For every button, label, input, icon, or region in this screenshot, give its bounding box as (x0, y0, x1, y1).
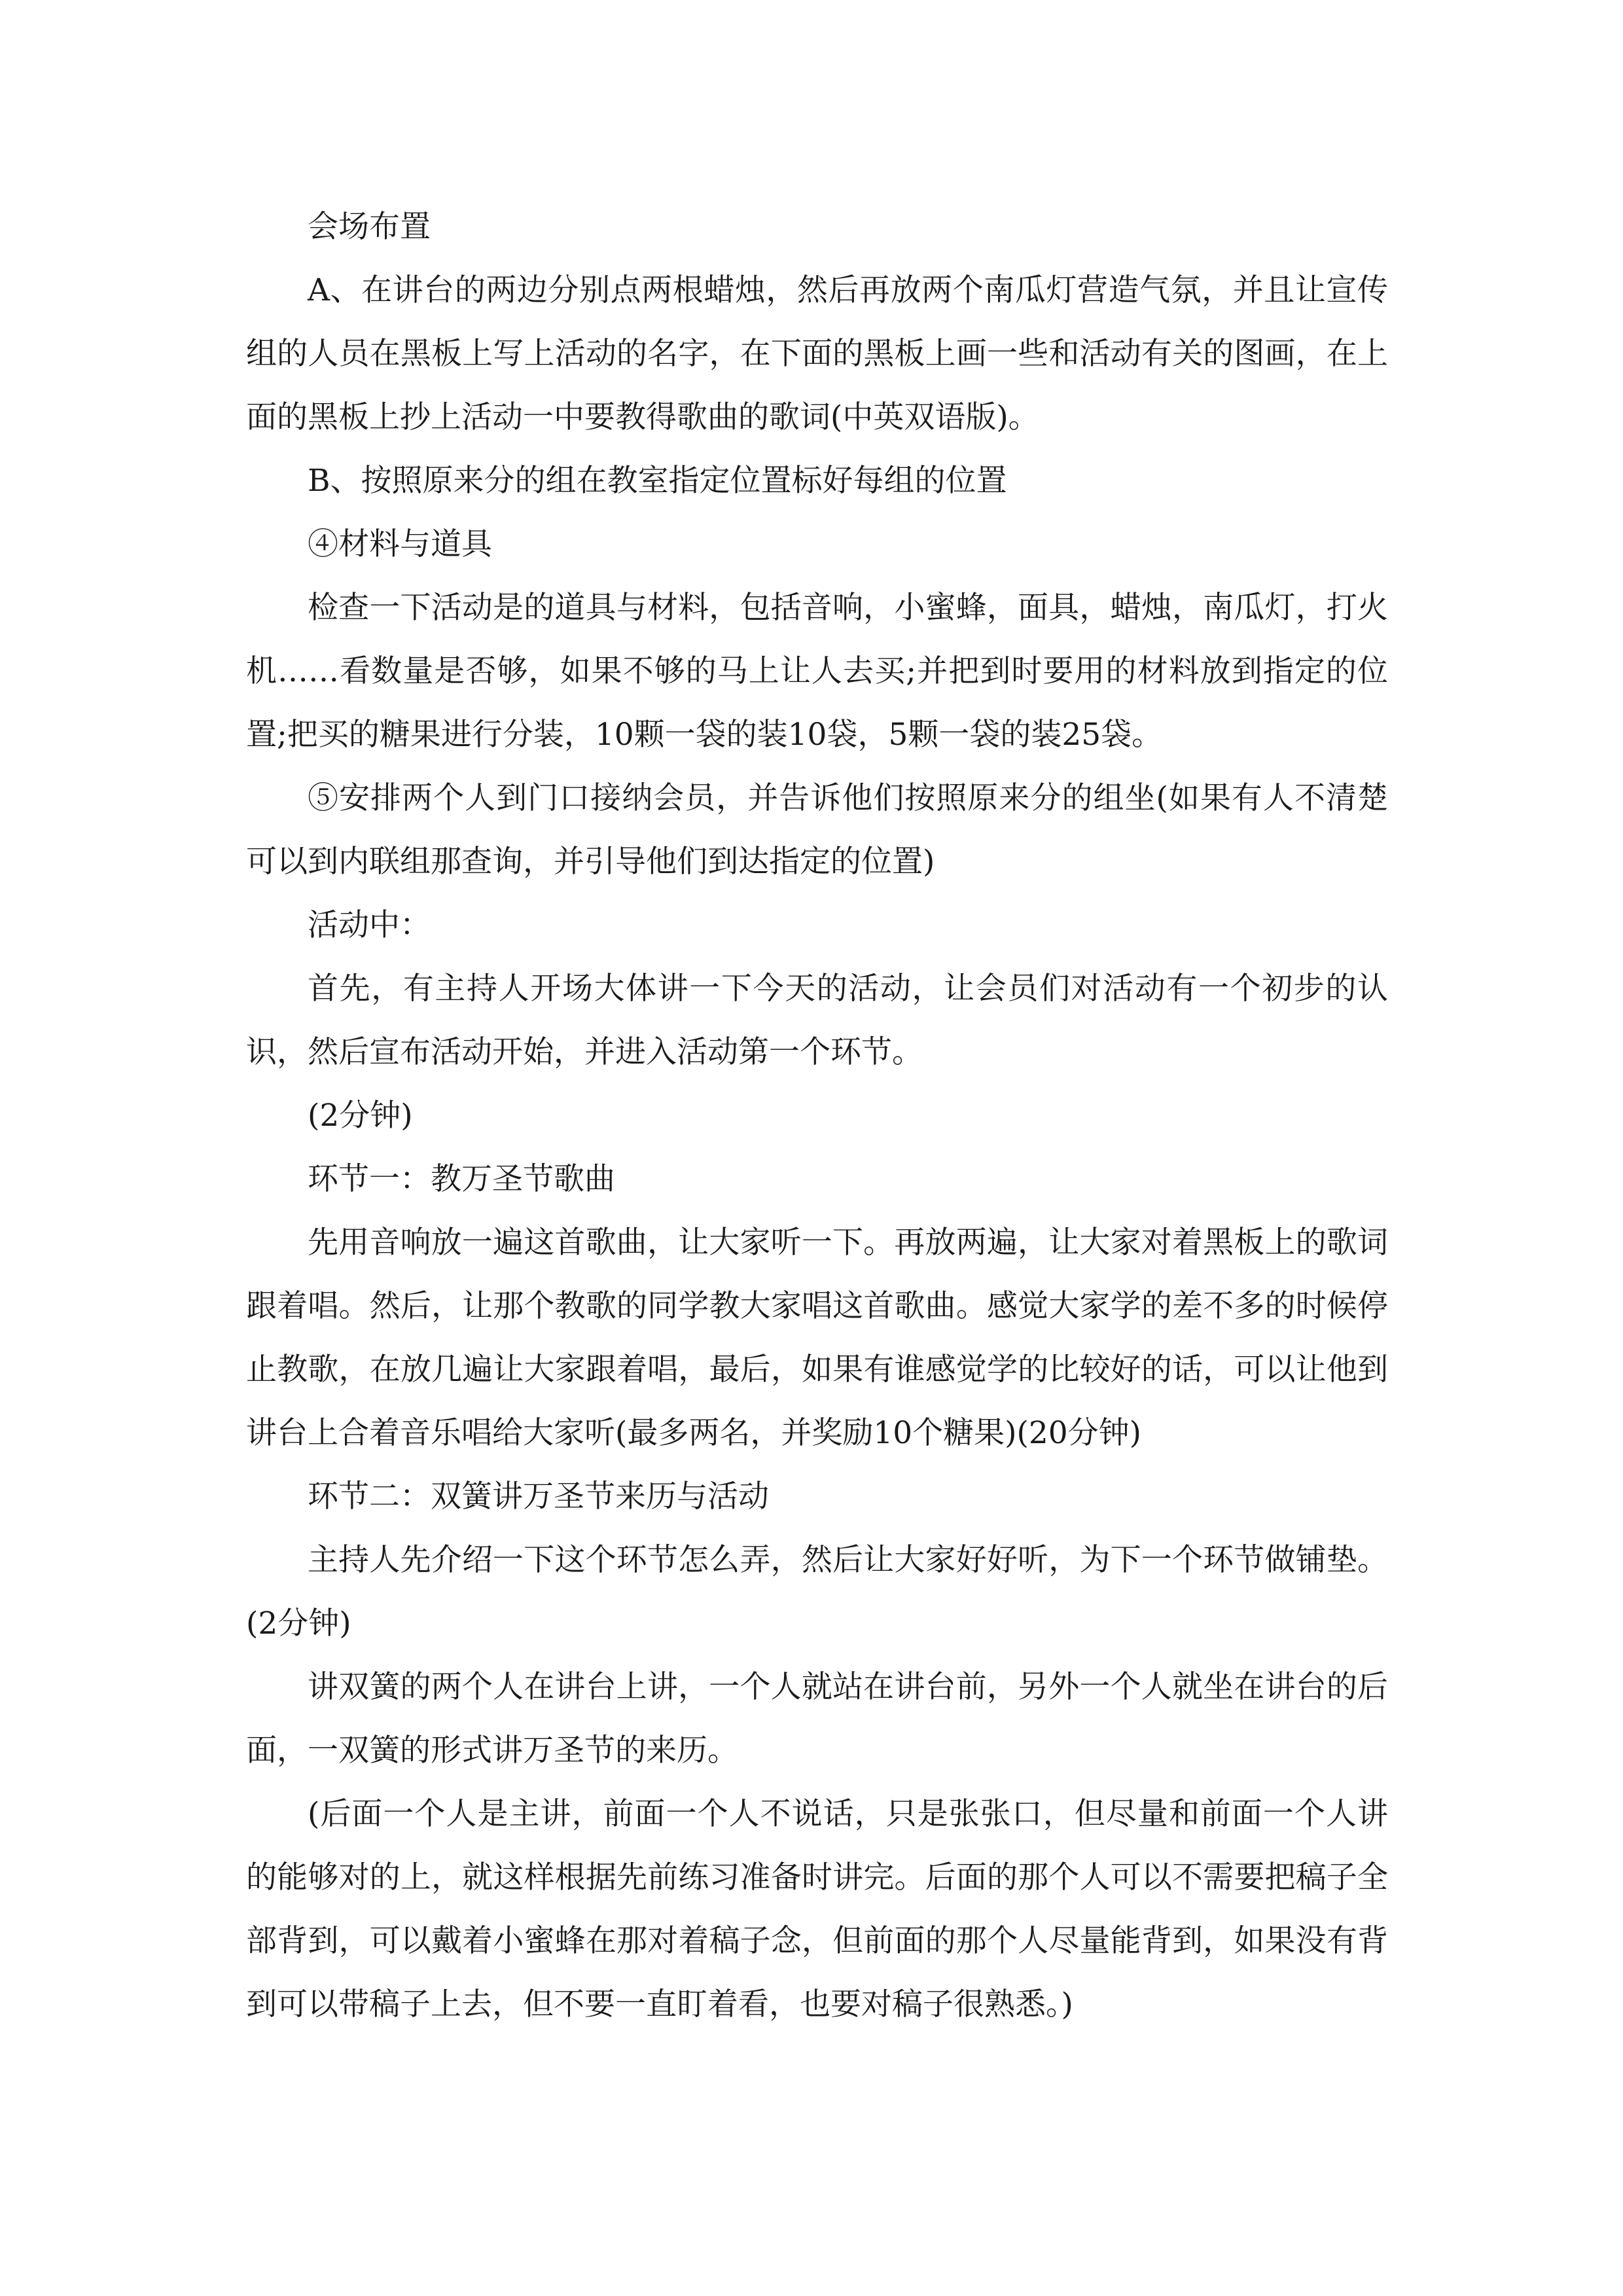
paragraph-reception: ⑤安排两个人到门口接纳会员，并告诉他们按照原来分的组坐(如果有人不清楚可以到内联组那查询，并引导他们到达指定的位置) (246, 780, 1388, 880)
section-heading-materials: ④材料与道具 (308, 526, 492, 562)
section-heading-during-event: 活动中： (308, 907, 431, 943)
paragraph-venue-a: A、在讲台的两边分别点两根蜡烛，然后再放两个南瓜灯营造气氛，并且让宣传组的人员在黑板上写上活动的名字，在下面的黑板上画一些和活动有关的图画，在上面的黑板上抄上活动一中要教得歌曲的歌词(中英双语版)。 (246, 272, 1388, 435)
paragraph-segment-two-intro: 主持人先介绍一下这个环节怎么弄，然后让大家好好听，为下一个环节做铺垫。(2分钟) (246, 1542, 1388, 1641)
paragraph-segment-two-performance: 讲双簧的两个人在讲台上讲，一个人就站在讲台前，另外一个人就坐在讲台的后面，一双簧的形式讲万圣节的来历。 (246, 1669, 1388, 1768)
document-body (246, 195, 1388, 2036)
section-heading-segment-two: 环节二：双簧讲万圣节来历与活动 (308, 1479, 769, 1515)
section-heading-venue: 会场布置 (308, 209, 431, 245)
paragraph-segment-two-notes: (后面一个人是主讲，前面一个人不说话，只是张张口，但尽量和前面一个人讲的能够对的上，就这样根据先前练习准备时讲完。后面的那个人可以不需要把稿子全部背到，可以戴着小蜜蜂在那对着稿子念，但前面的那个人尽量能背到，如果没有背到可以带稿子上去，但不要一直盯着看，也要对稿子很熟悉。) (246, 1796, 1388, 2022)
paragraph-opening-duration: (2分钟) (308, 1098, 413, 1134)
paragraph-opening: 首先，有主持人开场大体讲一下今天的活动，让会员们对活动有一个初步的认识，然后宣布活动开始，并进入活动第一个环节。 (246, 971, 1388, 1070)
paragraph-segment-one: 先用音响放一遍这首歌曲，让大家听一下。再放两遍，让大家对着黑板上的歌词跟着唱。然后，让那个教歌的同学教大家唱这首歌曲。感觉大家学的差不多的时候停止教歌，在放几遍让大家跟着唱，最后，如果有谁感觉学的比较好的话，可以让他到讲台上合着音乐唱给大家听(最多两名，并奖励10个糖果)(20分钟) (246, 1225, 1388, 1451)
paragraph-venue-b: B、按照原来分的组在教室指定位置标好每组的位置 (308, 463, 1007, 499)
section-heading-segment-one: 环节一：教万圣节歌曲 (308, 1161, 615, 1197)
paragraph-materials: 检查一下活动是的道具与材料，包括音响，小蜜蜂，面具，蜡烛，南瓜灯，打火机……看数量是否够，如果不够的马上让人去买;并把到时要用的材料放到指定的位置;把买的糖果进行分装，10颗一袋的装10袋，5颗一袋的装25袋。 (246, 590, 1388, 753)
